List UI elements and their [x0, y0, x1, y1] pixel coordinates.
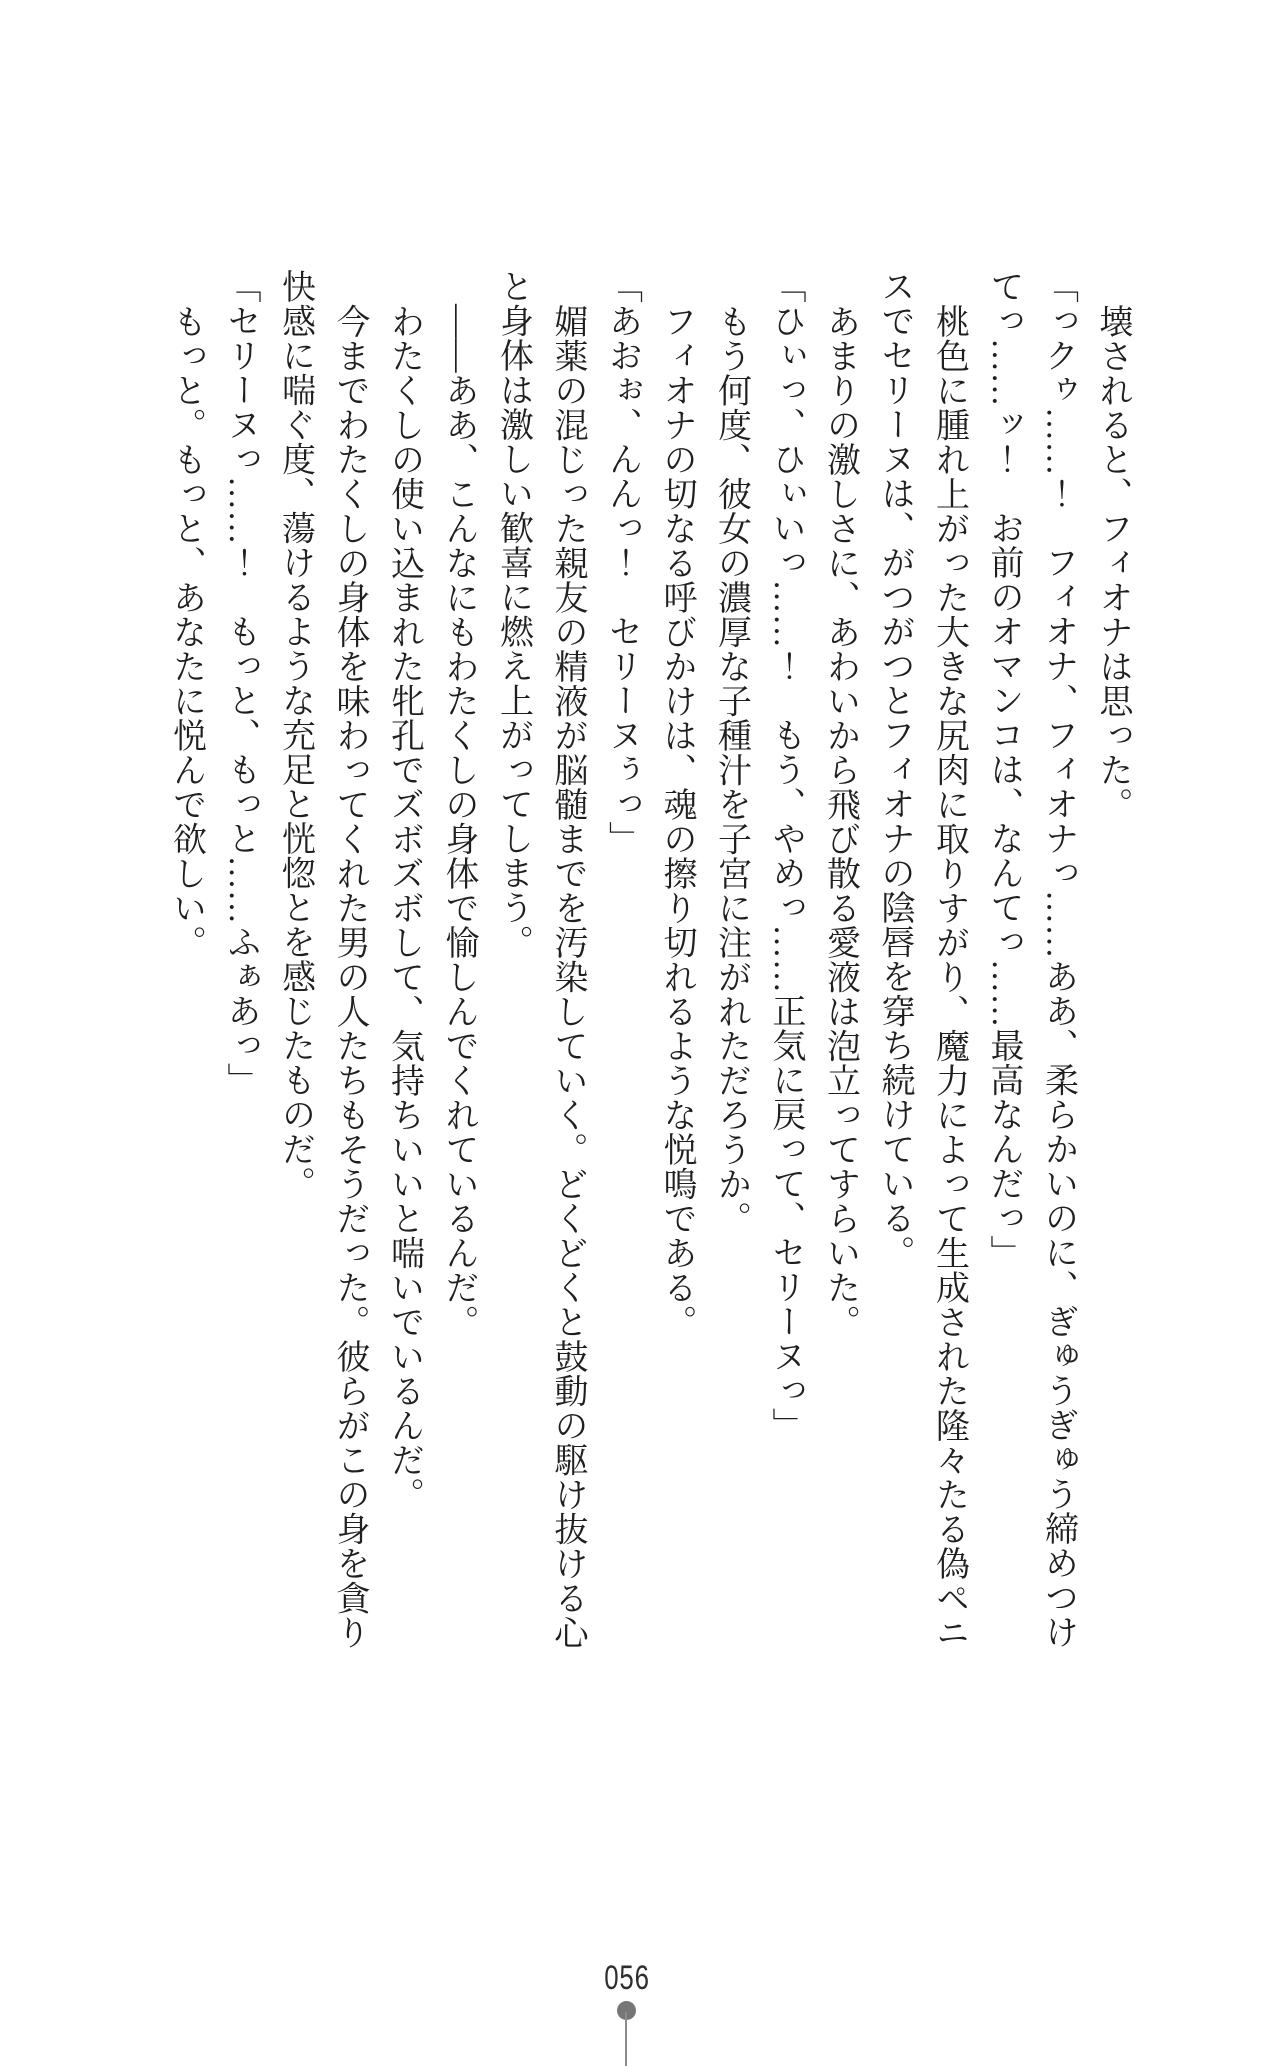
text-column: ――ああ、こんなにもわたくしの身体で愉しんでくれているんだ。: [440, 303, 477, 1339]
text-column: 今までわたくしの身体を味わってくれた男の人たちもそうだった。彼らがこの身を貪り: [331, 303, 368, 1649]
text-column: てっ……ッ！ お前のオマンコは、なんてっ……最高なんだっ」: [985, 269, 1022, 1270]
page-number: 056: [604, 1959, 650, 1997]
text-column: 「セリーヌっ……！ もっと、もっと……ふぁあっ」: [222, 269, 259, 1097]
page-marker-line: [625, 2012, 627, 2066]
text-column: もう何度、彼女の濃厚な子種汁を子宮に注がれただろうか。: [712, 303, 750, 1235]
text-column: 快感に喘ぐ度、蕩けるような充足と恍惚とを感じたものだ。: [276, 269, 314, 1201]
text-column: 「っクゥ……！ フィオナ、フィオナっ……ああ、柔らかいのに、ぎゅうぎゅう締めつけ: [1039, 269, 1077, 1649]
text-column: と身体は激しい歓喜に燃え上がってしまう。: [494, 269, 532, 959]
page-text: [158, 269, 1139, 1664]
text-column: もっと。もっと、あなたに悦んで欲しい。: [167, 303, 205, 959]
text-column: 「あおぉ、んんっ！ セリーヌぅっ」: [603, 269, 641, 856]
text-column: 「ひぃっ、ひぃいっ……！ もう、やめっ……正気に戻って、セリーヌっ」: [767, 269, 804, 1442]
text-column: あまりの激しさに、あわいから飛び散る愛液は泡立ってすらいた。: [821, 303, 859, 1339]
text-column: スでセリーヌは、がつがつとフィオナの陰唇を穿ち続けている。: [876, 269, 913, 1270]
text-column: 桃色に腫れ上がった大きな尻肉に取りすがり、魔力によって生成された隆々たる偽ペニ: [930, 303, 968, 1649]
text-column: 媚薬の混じった親友の精液が脳髄までを汚染していく。どくどくと鼓動の駆け抜ける心: [549, 303, 586, 1649]
text-column: 壊されると、フィオナは思った。: [1094, 303, 1131, 821]
text-column: わたくしの使い込まれた牝孔でズボズボして、気持ちいいと喘いでいるんだ。: [385, 303, 423, 1511]
text-column: フィオナの切なる呼びかけは、魂の擦り切れるような悦鳴である。: [658, 303, 695, 1339]
